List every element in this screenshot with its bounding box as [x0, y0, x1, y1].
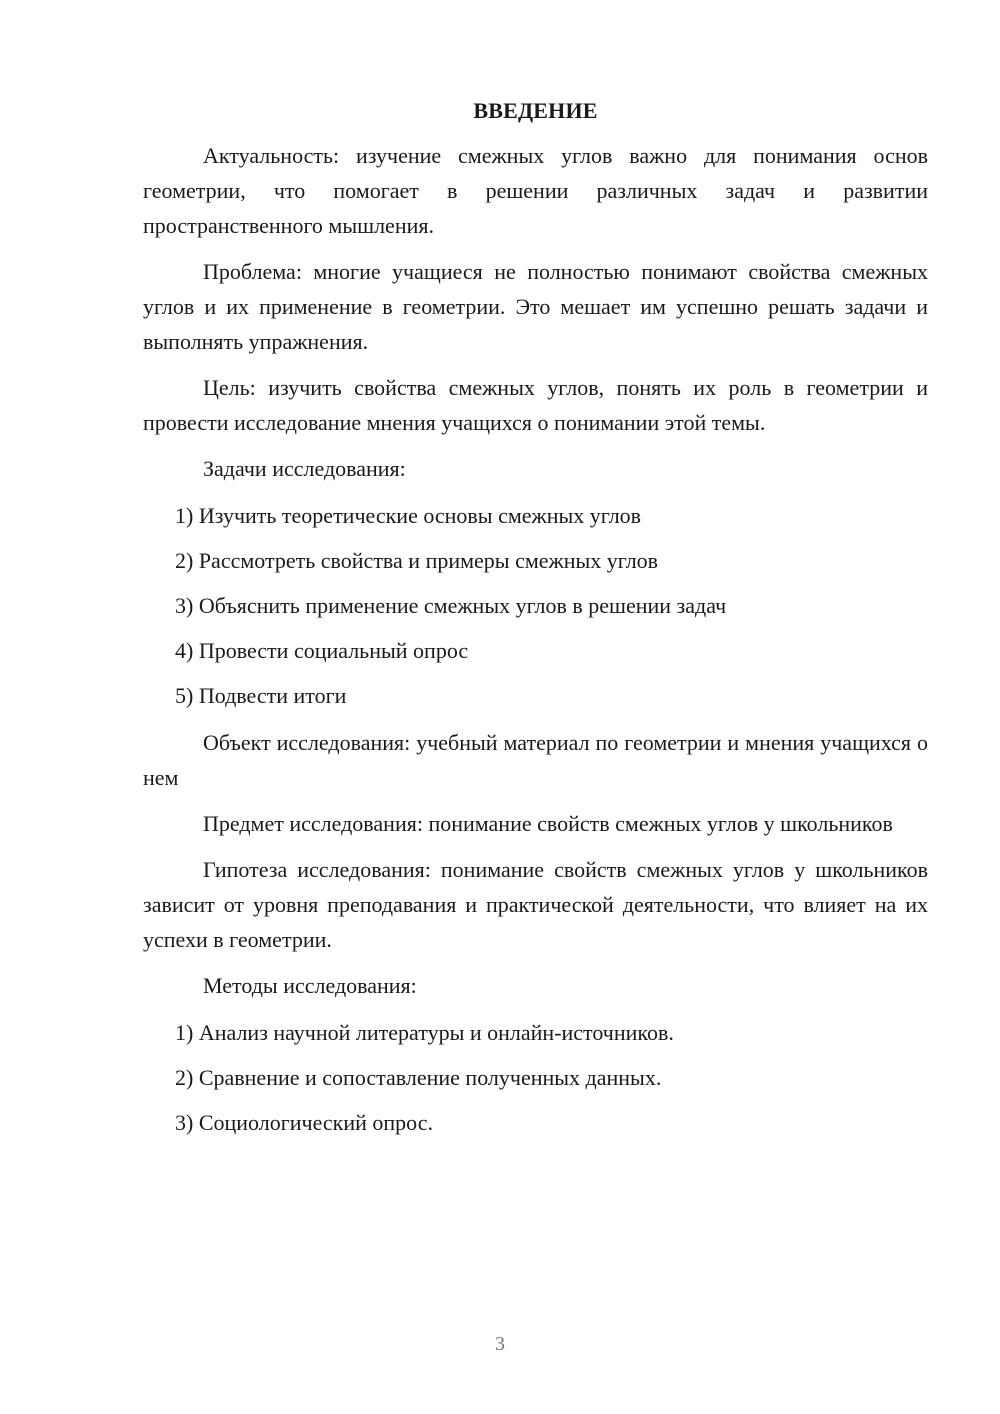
list-item: 2) Сравнение и сопоставление полученных данных. — [175, 1065, 662, 1090]
list-item: 5) Подвести итоги — [175, 683, 347, 708]
list-item: 3) Социологический опрос. — [175, 1110, 433, 1135]
page-title: ВВЕДЕНИЕ — [473, 98, 598, 123]
problem-paragraph: Проблема: многие учащиеся не полностью понимают свойства смежных углов и их применение в геометрии. Это мешает им успешно решать задачи и выполнять упражнения. — [143, 259, 928, 354]
goal-paragraph: Цель: изучить свойства смежных углов, понять их роль в геометрии и провести исследование мнения учащихся о понимании этой темы. — [143, 375, 928, 435]
methods-list — [143, 1015, 928, 1140]
tasks-heading: Задачи исследования: — [203, 456, 406, 481]
list-item: 4) Провести социальный опрос — [175, 638, 469, 663]
tasks-list — [143, 498, 928, 713]
page-number: 3 — [495, 1333, 505, 1355]
subject-paragraph: Предмет исследования: понимание свойств смежных углов у школьников — [203, 811, 893, 836]
list-item: 2) Рассмотреть свойства и примеры смежных углов — [175, 548, 659, 573]
object-paragraph: Объект исследования: учебный материал по геометрии и мнения учащихся о нем — [143, 730, 928, 790]
list-item: 1) Анализ научной литературы и онлайн-источников. — [175, 1020, 674, 1045]
list-item: 1) Изучить теоретические основы смежных углов — [175, 503, 642, 528]
list-item: 3) Объяснить применение смежных углов в решении задач — [175, 593, 727, 618]
relevance-paragraph: Актуальность: изучение смежных углов важно для понимания основ геометрии, что помогает в решении различных задач и развитии пространственного мышления. — [143, 143, 928, 238]
methods-heading: Методы исследования: — [203, 973, 417, 998]
hypothesis-paragraph: Гипотеза исследования: понимание свойств смежных углов у школьников зависит от уровня преподавания и практической деятельности, что влияет на их успехи в геометрии. — [143, 857, 928, 952]
document-page — [143, 94, 928, 1150]
